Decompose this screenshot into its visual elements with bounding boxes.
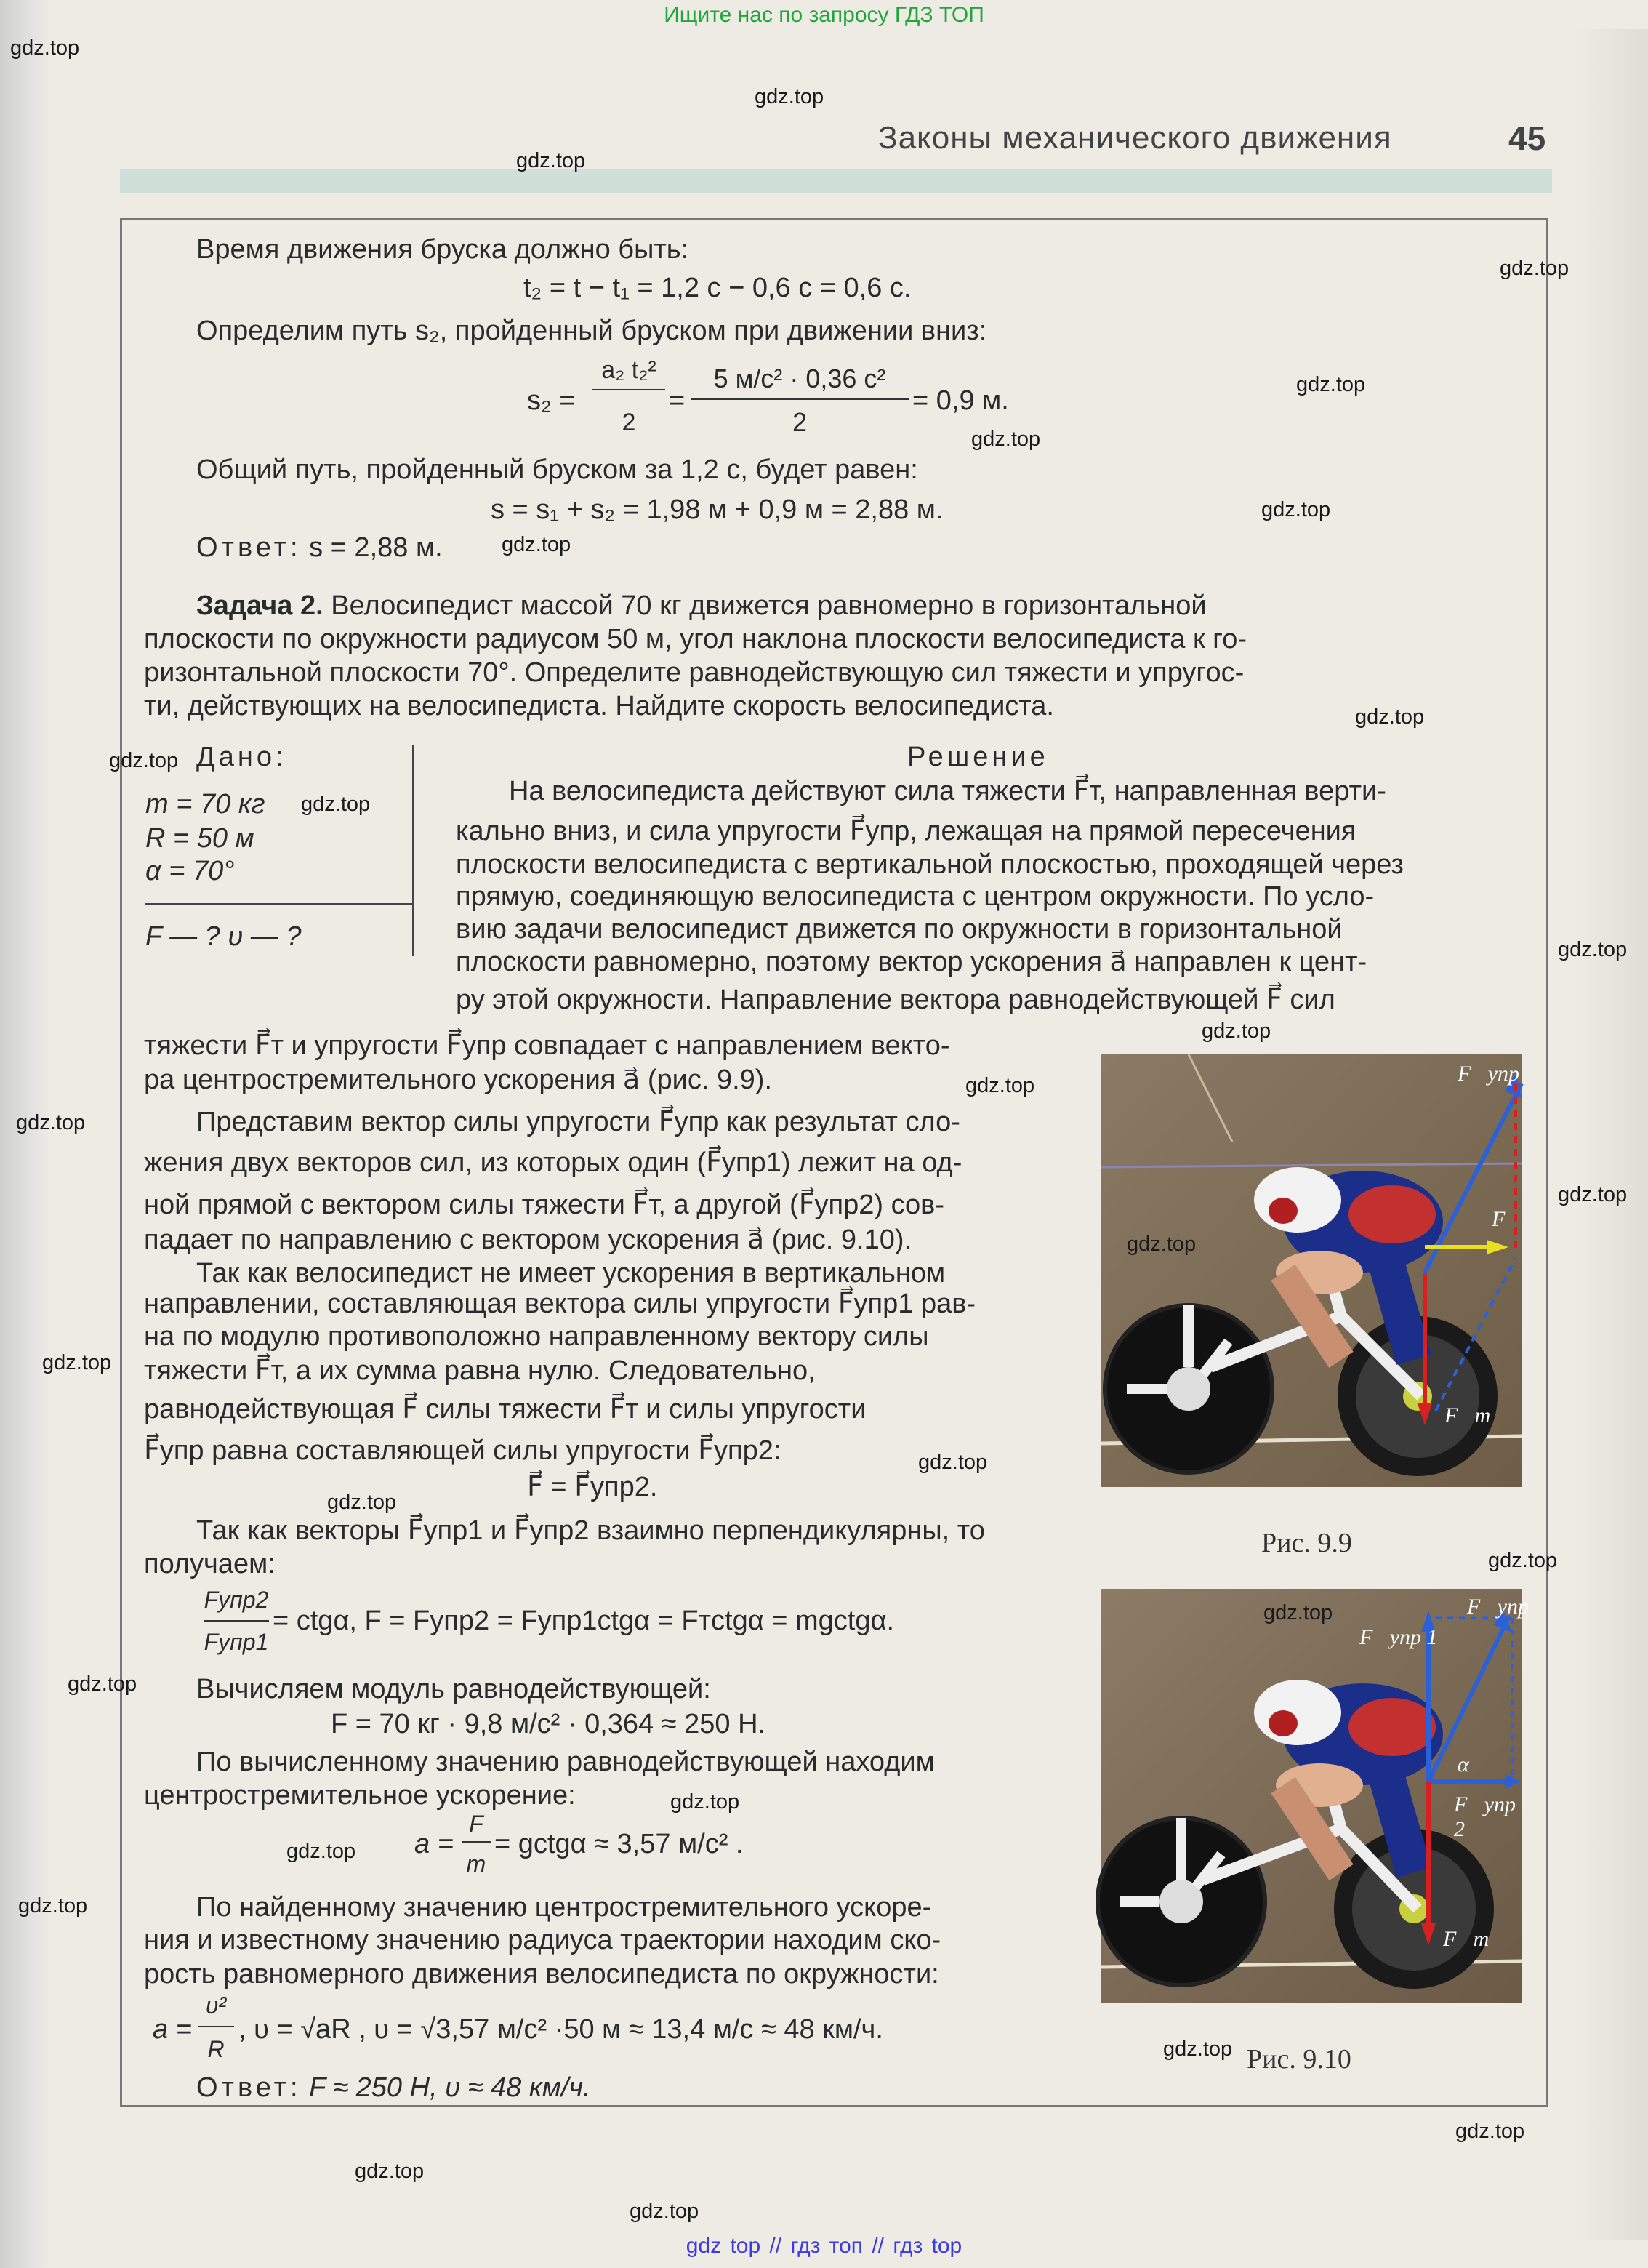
- watermark[interactable]: gdz.top: [286, 1840, 356, 1863]
- solution-title: Решение: [907, 742, 1049, 772]
- formula-a-num: F: [469, 1811, 483, 1837]
- fraction-bar: [592, 389, 665, 390]
- para-line: на по модулю противоположно направленному вектору силы: [144, 1321, 929, 1352]
- watermark[interactable]: gdz.top: [109, 749, 179, 772]
- given-mass: m = 70 кг: [145, 789, 265, 820]
- watermark[interactable]: gdz.top: [918, 1451, 988, 1474]
- watermark[interactable]: gdz.top: [1500, 257, 1569, 280]
- figure-9-9-photo: [1101, 1054, 1522, 1487]
- bottom-banner[interactable]: gdz top // гдз топ // гдз top: [686, 2234, 962, 2258]
- para-line: рость равномерного движения велосипедиста по окружности:: [144, 1959, 939, 1989]
- watermark[interactable]: gdz.top: [355, 2160, 425, 2183]
- task2-text: Велосипедист массой 70 кг движется равномерно в горизонтальной: [331, 590, 1207, 621]
- page-number: 45: [1508, 119, 1546, 157]
- para-line: Представим вектор силы упругости F⃗упр как результат сло-: [196, 1107, 960, 1137]
- top-banner[interactable]: Ищите нас по запросу ГДЗ ТОП: [664, 3, 984, 27]
- find-line: F — ? υ — ?: [145, 921, 302, 952]
- label-Fupr: F⃗упр: [1467, 1595, 1529, 1619]
- given-radius: R = 50 м: [145, 823, 254, 854]
- para-line: ной прямой с вектором силы тяжести F⃗т, а другой (F⃗упр2) сов-: [144, 1190, 945, 1220]
- watermark[interactable]: gdz.top: [10, 36, 80, 60]
- para-line: равнодействующая F⃗ силы тяжести F⃗т и силы упругости: [144, 1394, 867, 1424]
- formula-s2-right: = 0,9 м.: [912, 385, 1009, 416]
- watermark[interactable]: gdz.top: [301, 793, 371, 816]
- fraction-bar: [462, 1841, 491, 1843]
- watermark[interactable]: gdz.top: [971, 428, 1041, 451]
- formula-s2-den1: 2: [622, 409, 636, 436]
- label-F: F⃗: [1492, 1207, 1522, 1231]
- solution-line: прямую, соединяющую велосипедиста с центром окружности. По усло-: [456, 881, 1375, 912]
- formula-v-left: a =: [153, 2014, 192, 2045]
- watermark[interactable]: gdz.top: [965, 1074, 1035, 1097]
- para-line: По вычисленному значению равнодействующей находим: [196, 1747, 935, 1777]
- watermark[interactable]: gdz.top: [502, 533, 571, 556]
- figure-9-10-caption: Рис. 9.10: [1247, 2044, 1351, 2075]
- para-line: Вычисляем модуль равнодействующей:: [196, 1674, 711, 1704]
- solution-line: На велосипедиста действуют сила тяжести F⃗т, направленная верти-: [509, 776, 1386, 806]
- watermark[interactable]: gdz.top: [630, 2200, 699, 2223]
- watermark[interactable]: gdz.top: [1355, 705, 1425, 729]
- formula-a-rest: = gctgα ≈ 3,57 м/с² .: [494, 1829, 744, 1859]
- solution-line: вию задачи велосипедист движется по окружности в горизонтальной: [456, 914, 1343, 945]
- watermark[interactable]: gdz.top: [1455, 2120, 1525, 2143]
- text-line: Общий путь, пройденный бруском за 1,2 с, будет равен:: [196, 454, 918, 485]
- watermark[interactable]: gdz.top: [516, 149, 586, 172]
- watermark[interactable]: gdz.top: [1296, 373, 1366, 396]
- fraction-bar: [198, 2026, 234, 2027]
- watermark[interactable]: gdz.top: [1558, 1183, 1628, 1206]
- watermark[interactable]: gdz.top: [1488, 1549, 1558, 1572]
- given-angle: α = 70°: [145, 856, 235, 886]
- watermark[interactable]: gdz.top: [1263, 1601, 1333, 1624]
- formula-s2-eq: =: [669, 385, 686, 416]
- formula-s2-num2: 5 м/с² · 0,36 с²: [713, 364, 886, 393]
- solution-line: плоскости равномерно, поэтому вектор ускорения a⃗ направлен к цент-: [456, 947, 1367, 977]
- watermark[interactable]: gdz.top: [670, 1790, 740, 1814]
- formula-t2: t₂ = t − t₁ = 1,2 с − 0,6 с = 0,6 с.: [523, 273, 912, 303]
- figure-9-9-caption: Рис. 9.9: [1261, 1528, 1352, 1558]
- para-line: направлении, составляющая вектора силы упругости F⃗упр1 рав-: [144, 1289, 976, 1319]
- watermark[interactable]: gdz.top: [1127, 1233, 1197, 1256]
- para-line: По найденному значению центростремительного ускоре-: [196, 1892, 932, 1923]
- given-vertical-divider: [412, 745, 414, 956]
- formula-ctg-num: Fупр2: [204, 1587, 269, 1613]
- task2-line-4: ти, действующих на велосипедиста. Найдите скорость велосипедиста.: [144, 691, 1054, 721]
- header-color-bar: [120, 169, 1552, 193]
- task2-line-1: [196, 589, 1207, 622]
- para-line: Так как велосипедист не имеет ускорения в вертикальном: [196, 1258, 946, 1289]
- formula-F-eq-Fupr2: F⃗ = F⃗упр2.: [527, 1472, 658, 1502]
- formula-a-den: m: [466, 1851, 486, 1877]
- watermark[interactable]: gdz.top: [1261, 498, 1331, 521]
- formula-ctg-den: Fупр1: [204, 1629, 269, 1655]
- fraction-bar: [204, 1620, 269, 1622]
- para-line: Так как векторы F⃗упр1 и F⃗упр2 взаимно перпендикулярны, то: [196, 1515, 985, 1546]
- formula-v-rest: , υ = √aR , υ = √3,57 м/с² ·50 м ≈ 13,4 м/с ≈ 48 км/ч.: [238, 2014, 883, 2045]
- formula-s: s = s₁ + s₂ = 1,98 м + 0,9 м = 2,88 м.: [491, 494, 944, 525]
- label-Fupr1: F⃗упр 1: [1359, 1625, 1438, 1649]
- formula-s2-num1: a₂ t₂²: [601, 356, 656, 384]
- solution-line: ра центростремительного ускорения a⃗ (рис. 9.9).: [144, 1065, 773, 1095]
- solution-line: плоскости велосипедиста с вертикальной плоскостью, проходящей через: [456, 849, 1404, 880]
- para-line: тяжести F⃗т, а их сумма равна нулю. Следовательно,: [144, 1355, 816, 1386]
- solution-line: кально вниз, и сила упругости F⃗упр, лежащая на прямой пересечения: [456, 816, 1356, 846]
- formula-v-den: R: [207, 2036, 225, 2062]
- label-Ft: F⃗т: [1443, 1927, 1490, 1951]
- figure-9-10-photo: [1101, 1589, 1529, 2003]
- formula-s2-left: s₂ =: [527, 385, 576, 416]
- task2-line-3: ризонтальной плоскости 70°. Определите равнодействующую сил тяжести и упругос-: [144, 657, 1245, 688]
- formula-F-value: F = 70 кг · 9,8 м/с² · 0,364 ≈ 250 Н.: [331, 1709, 766, 1739]
- watermark[interactable]: gdz.top: [1202, 1019, 1271, 1043]
- task2-line-2: плоскости по окружности радиусом 50 м, угол наклона плоскости велосипедиста к го-: [144, 624, 1247, 654]
- answer-label: Ответ:: [196, 2072, 302, 2103]
- watermark[interactable]: gdz.top: [16, 1111, 86, 1134]
- label-Fupr2: F⃗упр 2: [1454, 1792, 1516, 1841]
- label-Fupr: F⃗упр: [1458, 1062, 1519, 1086]
- formula-v-num: υ²: [205, 1992, 227, 2019]
- answer-value: F ≈ 250 Н, υ ≈ 48 км/ч.: [309, 2072, 591, 2103]
- watermark[interactable]: gdz.top: [42, 1351, 112, 1374]
- watermark[interactable]: gdz.top: [18, 1894, 88, 1918]
- watermark[interactable]: gdz.top: [327, 1491, 397, 1514]
- page-right-edge: [1575, 29, 1648, 2240]
- para-line: получаем:: [144, 1549, 276, 1579]
- formula-s2-den2: 2: [792, 407, 808, 437]
- para-line: ния и известному значению радиуса траектории находим ско-: [144, 1925, 941, 1955]
- running-title: Законы механического движения: [878, 120, 1392, 156]
- task2-label: Задача 2.: [196, 590, 323, 621]
- solution-line: ру этой окружности. Направление вектора равнодействующей F⃗ сил: [456, 985, 1335, 1015]
- label-alpha: α: [1458, 1752, 1469, 1776]
- text-line: Время движения бруска должно быть:: [196, 234, 689, 265]
- given-title: Дано:: [196, 742, 287, 772]
- formula-ctg-rest: = ctgα, F = Fупр2 = Fупр1ctgα = Fтctgα = mgctgα.: [273, 1606, 895, 1636]
- watermark[interactable]: gdz.top: [755, 85, 824, 108]
- given-divider: [145, 903, 413, 905]
- answer-2: [196, 2071, 591, 2104]
- label-Ft: F⃗т: [1444, 1403, 1491, 1427]
- para-line: жения двух векторов сил, из которых один (F⃗упр1) лежит на од-: [144, 1147, 962, 1178]
- text-line: Определим путь s₂, пройденный бруском при движении вниз:: [196, 316, 987, 346]
- answer-value: s = 2,88 м.: [309, 532, 443, 563]
- formula-a-left: a =: [414, 1829, 454, 1859]
- answer-label: Ответ:: [196, 532, 302, 563]
- para-line: падает по направлению с вектором ускорения a⃗ (рис. 9.10).: [144, 1225, 912, 1255]
- fraction-bar: [691, 398, 909, 400]
- solution-line: тяжести F⃗т и упругости F⃗упр совпадает с направлением векто-: [144, 1030, 950, 1061]
- para-line: F⃗упр равна составляющей силы упругости F⃗упр2:: [144, 1435, 781, 1466]
- answer-1: [196, 531, 443, 564]
- watermark[interactable]: gdz.top: [68, 1672, 137, 1696]
- watermark[interactable]: gdz.top: [1163, 2037, 1233, 2061]
- para-line: центростремительное ускорение:: [144, 1780, 576, 1811]
- watermark[interactable]: gdz.top: [1558, 938, 1628, 961]
